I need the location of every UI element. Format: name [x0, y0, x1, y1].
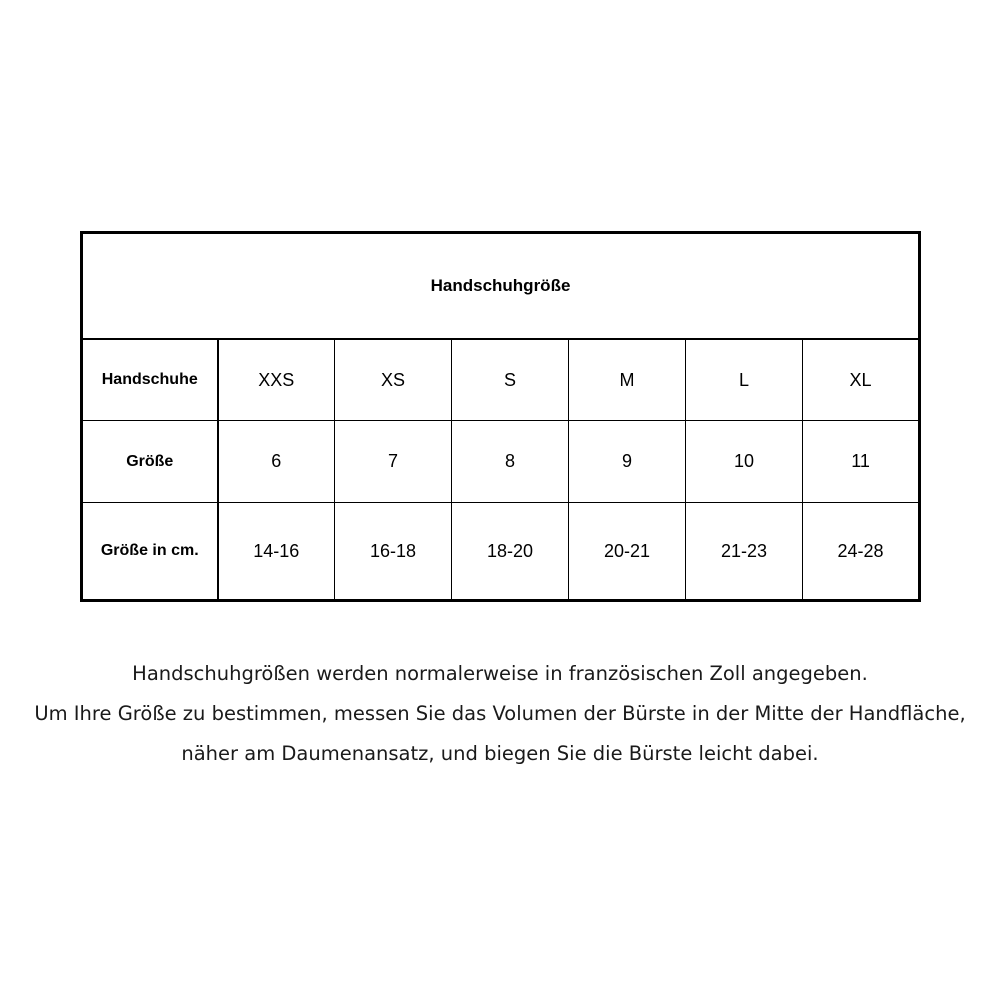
measurement-note: [0, 654, 1000, 774]
cell-number-xs: 7: [335, 421, 452, 503]
note-line-2: Um Ihre Größe zu bestimmen, messen Sie das Volumen der Bürste in der Mitte der Handfläche,: [34, 702, 966, 725]
cell-cm-m: 20-21: [569, 503, 686, 601]
cell-size-m: M: [569, 339, 686, 421]
cell-number-m: 9: [569, 421, 686, 503]
table-title: Handschuhgröße: [82, 233, 920, 340]
table-title-row: [82, 233, 920, 340]
cell-cm-xs: 16-18: [335, 503, 452, 601]
glove-size-table: [80, 231, 921, 602]
row-label-groesse: Größe: [82, 421, 218, 503]
row-label-groesse-in-cm: Größe in cm.: [82, 503, 218, 601]
table-row-size-cm: [82, 503, 920, 601]
cell-number-xxs: 6: [218, 421, 335, 503]
note-line-3: näher am Daumenansatz, und biegen Sie die Bürste leicht dabei.: [181, 742, 819, 765]
cell-size-l: L: [686, 339, 803, 421]
cell-cm-xl: 24-28: [803, 503, 920, 601]
cell-number-xl: 11: [803, 421, 920, 503]
cell-number-s: 8: [452, 421, 569, 503]
cell-size-s: S: [452, 339, 569, 421]
row-label-handschuhe: Handschuhe: [82, 339, 218, 421]
cell-size-xl: XL: [803, 339, 920, 421]
cell-number-l: 10: [686, 421, 803, 503]
table-row-size-number: [82, 421, 920, 503]
cell-size-xs: XS: [335, 339, 452, 421]
cell-cm-xxs: 14-16: [218, 503, 335, 601]
cell-cm-s: 18-20: [452, 503, 569, 601]
cell-cm-l: 21-23: [686, 503, 803, 601]
note-line-1: Handschuhgrößen werden normalerweise in französischen Zoll angegeben.: [132, 662, 868, 685]
cell-size-xxs: XXS: [218, 339, 335, 421]
table-row-glove-size-letters: [82, 339, 920, 421]
